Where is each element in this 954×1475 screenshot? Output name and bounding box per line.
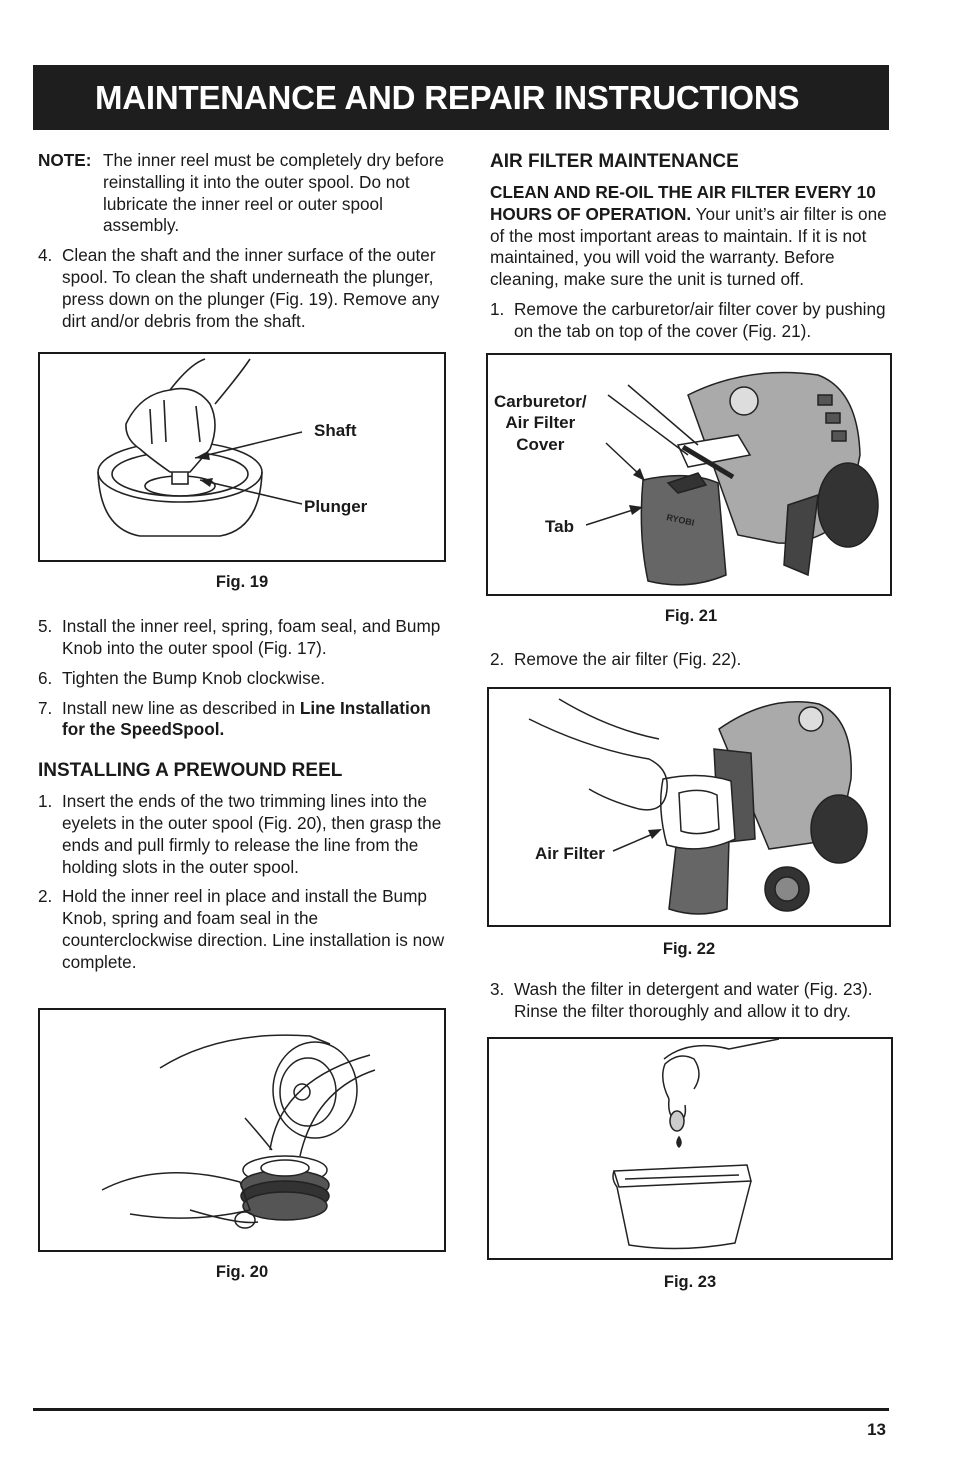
carburetor-cover-label: Carburetor/ Air Filter Cover — [494, 391, 587, 454]
figure-21-caption: Fig. 21 — [664, 606, 718, 625]
step-number: 3. — [490, 978, 505, 999]
step-5 — [38, 616, 448, 660]
figure-21-box — [486, 353, 892, 596]
figure-19-box — [38, 352, 446, 562]
tab-label: Tab — [545, 516, 574, 536]
step-number: 2. — [490, 649, 505, 670]
step-number: 1. — [38, 791, 53, 812]
figure-23-illustration — [489, 1039, 893, 1260]
step-number: 1. — [490, 298, 505, 319]
step-text: Tighten the Bump Knob clockwise. — [62, 667, 326, 688]
step-number: 2. — [38, 886, 53, 907]
note-label: NOTE: — [38, 150, 92, 170]
step-7 — [38, 698, 448, 742]
prewound-step-1 — [38, 791, 448, 878]
air-filter-step-2 — [490, 649, 900, 671]
left-column — [38, 150, 448, 1283]
figure-22-caption: Fig. 22 — [662, 940, 716, 959]
air-filter-heading: AIR FILTER MAINTENANCE — [490, 151, 739, 172]
footer-divider — [33, 1408, 889, 1411]
prewound-step-2 — [38, 886, 448, 973]
note-text: The inner reel must be completely dry before reinstalling it into the outer spool. Do not lubricate the inner reel or outer spool assembly. — [103, 150, 445, 236]
intro-text: Your unit’s air filter is one of the most important areas to maintain. If it is not maintained, you will void the warranty. Before cleaning, make sure the unit is turned off. — [490, 203, 887, 290]
figure-22-illustration — [489, 689, 891, 927]
air-filter-label: Air Filter — [535, 844, 605, 864]
note-block — [38, 150, 448, 237]
figure-20-caption: Fig. 20 — [215, 1262, 269, 1281]
step-text — [62, 698, 448, 742]
figure-23-caption: Fig. 23 — [663, 1272, 717, 1291]
figure-20-box — [38, 1008, 446, 1252]
step-number: 6. — [38, 667, 53, 688]
shaft-label: Shaft — [314, 421, 357, 441]
figure-22-box — [487, 687, 891, 927]
page-number: 13 — [867, 1420, 886, 1439]
figure-19-illustration — [40, 354, 446, 562]
step-4 — [38, 245, 448, 332]
page-header-banner — [33, 65, 889, 130]
step-text: Wash the filter in detergent and water (Fig. 23). Rinse the filter thoroughly and allow it to dry. — [514, 978, 873, 1021]
step-number: 5. — [38, 616, 53, 637]
step-text: Insert the ends of the two trimming lines into the eyelets in the outer spool (Fig. 20), then grasp the ends and pull firmly to release the line from the holding slots in the outer spool. — [62, 791, 442, 877]
right-column — [490, 150, 900, 1293]
step-number: 4. — [38, 245, 53, 266]
step-6 — [38, 668, 448, 690]
step-text: Remove the carburetor/air filter cover by pushing on the tab on top of the cover (Fig. 21). — [514, 298, 886, 341]
air-filter-step-1 — [490, 299, 900, 343]
air-filter-intro — [490, 182, 900, 291]
plunger-label: Plunger — [304, 497, 368, 517]
step-text-bold: Line Installation for the SpeedSpool. — [62, 697, 431, 740]
figure-19-caption: Fig. 19 — [215, 573, 269, 592]
step-text-plain: Install new line as described in — [62, 697, 300, 718]
prewound-reel-heading: INSTALLING A PREWOUND REEL — [38, 760, 343, 782]
brand-mark-text: RYOBI — [665, 511, 696, 528]
page-title: MAINTENANCE AND REPAIR INSTRUCTIONS — [95, 78, 800, 116]
step-text: Hold the inner reel in place and install the Bump Knob, spring and foam seal in the counterclockwise direction. Line installation is now complete. — [62, 886, 445, 972]
intro-bold: CLEAN AND RE-OIL THE AIR FILTER EVERY 10 HOURS OF OPERATION. — [490, 182, 876, 224]
air-filter-step-3 — [490, 979, 900, 1023]
step-text: Clean the shaft and the inner surface of the outer spool. To clean the shaft underneath the plunger, press down on the plunger (Fig. 19). Remove any dirt and/or debris from the shaft. — [62, 245, 440, 331]
step-text: Remove the air filter (Fig. 22). — [514, 649, 742, 670]
step-text: Install the inner reel, spring, foam seal, and Bump Knob into the outer spool (Fig. 17). — [62, 616, 441, 658]
step-number: 7. — [38, 697, 53, 718]
figure-20-illustration — [40, 1010, 446, 1252]
figure-23-box — [487, 1037, 893, 1260]
